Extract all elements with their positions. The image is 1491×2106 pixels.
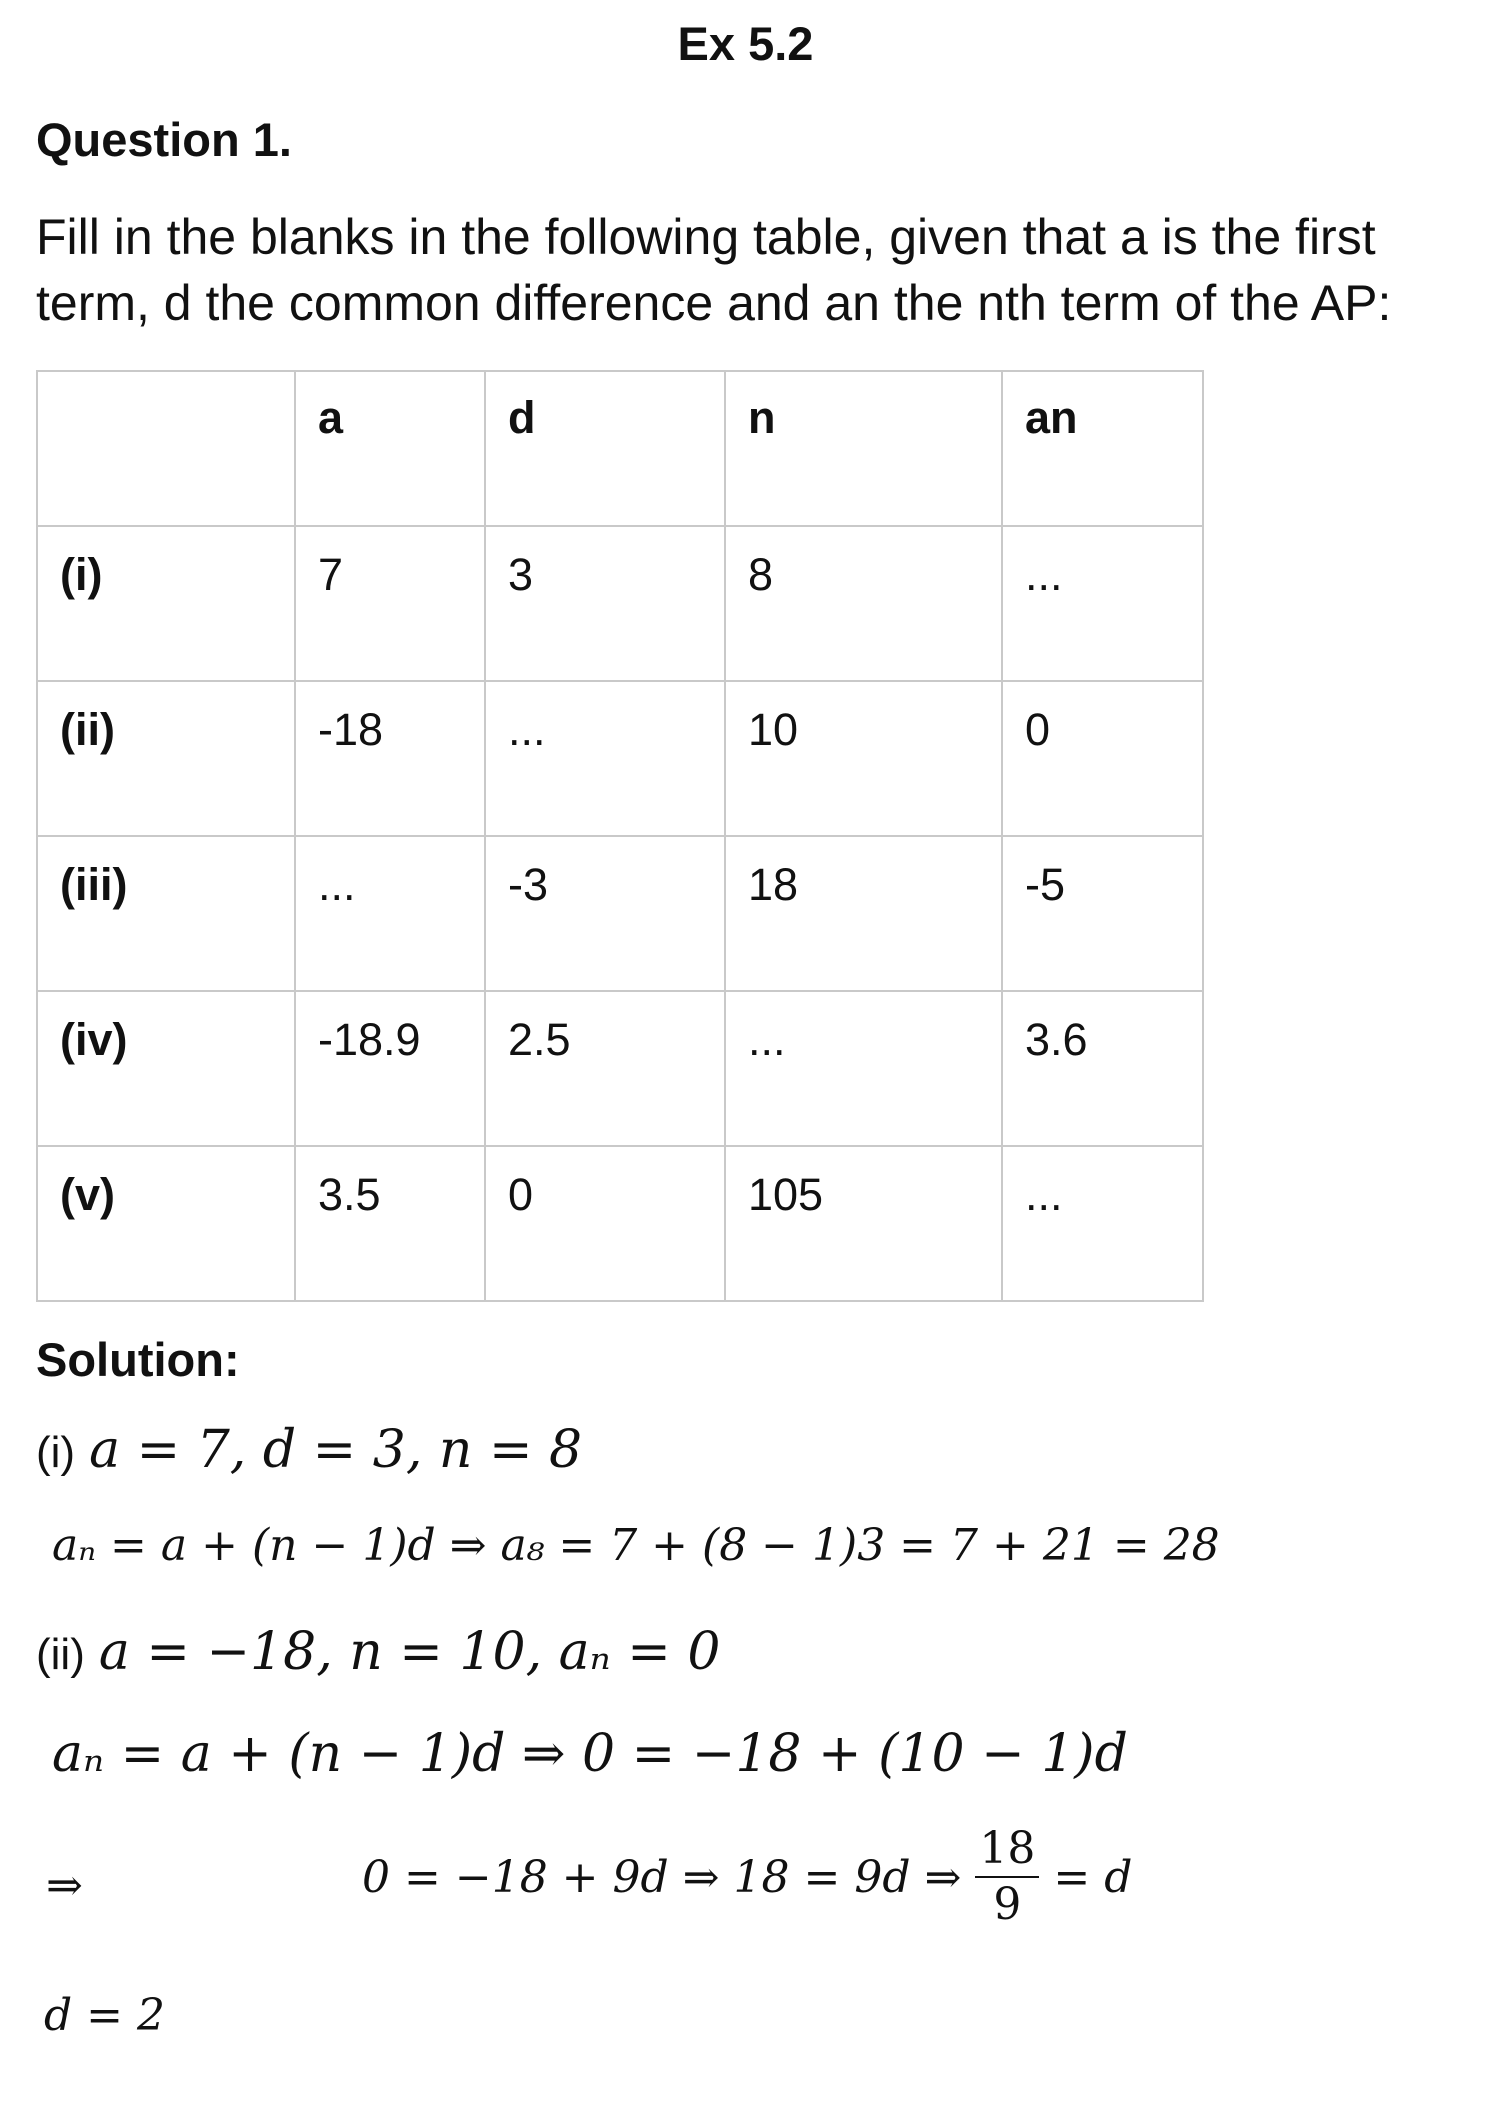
table-header-cell: d xyxy=(485,371,725,526)
table-header-row xyxy=(37,371,1203,526)
question-heading: Question 1. xyxy=(36,113,292,166)
table-row xyxy=(37,836,1203,991)
solution-heading: Solution: xyxy=(36,1333,240,1386)
page-title: Ex 5.2 xyxy=(677,17,814,70)
ap-table xyxy=(36,370,1204,1302)
row-label: (iii) xyxy=(37,836,295,991)
part-i-given-line xyxy=(36,1420,582,1480)
table-cell: ... xyxy=(1002,526,1203,681)
table-cell: 2.5 xyxy=(485,991,725,1146)
table-header-cell xyxy=(37,371,295,526)
fraction-tail: = d xyxy=(1053,1851,1133,1903)
table-row xyxy=(37,681,1203,836)
part-ii-given: a = −18, n = 10, aₙ = 0 xyxy=(98,1622,721,1682)
table-cell: 105 xyxy=(725,1146,1002,1301)
table-cell: 10 xyxy=(725,681,1002,836)
fraction-denominator: 9 xyxy=(993,1879,1022,1930)
table-cell: 8 xyxy=(725,526,1002,681)
table-cell: -5 xyxy=(1002,836,1203,991)
table-cell: -3 xyxy=(485,836,725,991)
fraction-numerator: 18 xyxy=(975,1826,1039,1878)
part-i-work: aₙ = a + (n − 1)d ⇒ a₈ = 7 + (8 − 1)3 = 7 + 21 = 28 xyxy=(52,1520,1220,1571)
table-cell: ... xyxy=(295,836,485,991)
table-cell: ... xyxy=(1002,1146,1203,1301)
part-ii-formula: aₙ = a + (n − 1)d ⇒ 0 = −18 + (10 − 1)d xyxy=(52,1724,1128,1784)
part-ii-label: (ii) xyxy=(36,1630,85,1679)
table-cell: 3 xyxy=(485,526,725,681)
row-label: (i) xyxy=(37,526,295,681)
table-cell: -18.9 xyxy=(295,991,485,1146)
table-cell: ... xyxy=(485,681,725,836)
table-cell: -18 xyxy=(295,681,485,836)
table-cell: 3.6 xyxy=(1002,991,1203,1146)
table-row xyxy=(37,1146,1203,1301)
table-cell: 18 xyxy=(725,836,1002,991)
result-line: d = 2 xyxy=(44,1990,165,2041)
part-ii-step: 0 = −18 + 9d ⇒ 18 = 9d ⇒ xyxy=(362,1851,962,1903)
table-cell: 0 xyxy=(1002,681,1203,836)
table-header-cell: an xyxy=(1002,371,1203,526)
table-row xyxy=(37,526,1203,681)
table-header-cell: n xyxy=(725,371,1002,526)
row-label: (ii) xyxy=(37,681,295,836)
question-text: Fill in the blanks in the following table, given that a is the first term, d the common difference and an the nth term of the AP: xyxy=(36,209,1392,331)
table-cell: 3.5 xyxy=(295,1146,485,1301)
table-cell: 0 xyxy=(485,1146,725,1301)
row-label: (v) xyxy=(37,1146,295,1301)
part-ii-step-line xyxy=(362,1823,1133,1930)
table-header-cell: a xyxy=(295,371,485,526)
row-label: (iv) xyxy=(37,991,295,1146)
part-i-label: (i) xyxy=(36,1428,76,1477)
implies-symbol: ⇒ xyxy=(46,1860,83,1911)
table-cell: ... xyxy=(725,991,1002,1146)
table-cell: 7 xyxy=(295,526,485,681)
table-row xyxy=(37,991,1203,1146)
fraction xyxy=(975,1823,1039,1930)
part-ii-given-line xyxy=(36,1622,720,1682)
part-i-given: a = 7, d = 3, n = 8 xyxy=(89,1420,583,1480)
